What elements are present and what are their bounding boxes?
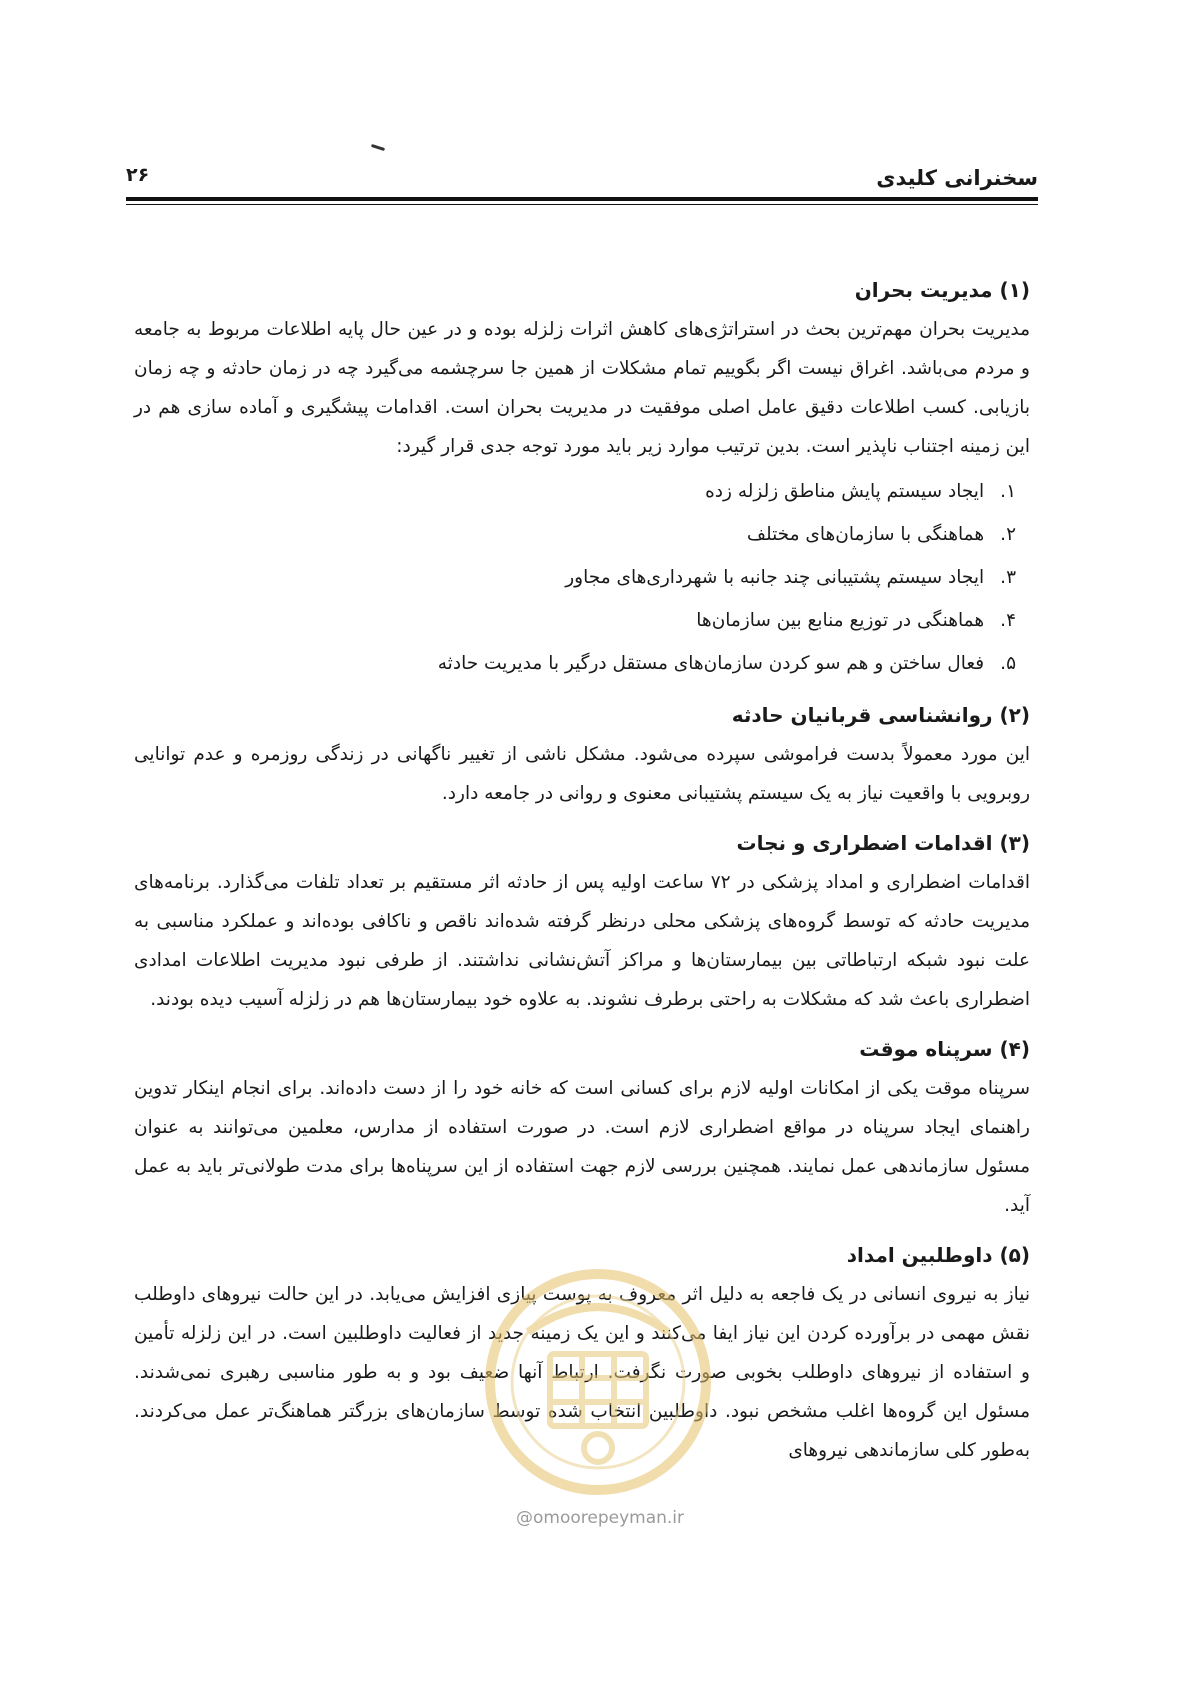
list-number: ۲. (1000, 524, 1016, 545)
list-item (134, 513, 1016, 556)
section-title: (۵) داوطلبین امداد (846, 1243, 1030, 1267)
list-text: ایجاد سیستم پایش مناطق زلزله زده (705, 481, 985, 502)
list-item (134, 470, 1016, 513)
list-text: فعال ساختن و هم سو کردن سازمان‌های مستقل درگیر با مدیریت حادثه (437, 653, 985, 674)
section-temporary-shelter (134, 1029, 1030, 1225)
section-title: (۱) مدیریت بحران (854, 278, 1030, 302)
list-number: ۱. (1000, 481, 1016, 502)
body-content (134, 270, 1030, 1474)
scan-speck (371, 144, 385, 151)
section-title: (۴) سرپناه موقت (859, 1037, 1030, 1061)
list-number: ۳. (1000, 567, 1016, 588)
header-rule-thick (126, 197, 1038, 201)
section-paragraph: سرپناه موقت یکی از امکانات اولیه لازم برای کسانی است که خانه خود را از دست داده‌اند. برای انجام اینکار تدوین راهنمای ایجاد سرپناه در مواقع اضطراری لازم است. در صورت استفاده از مدارس، معلمین می‌توانند به عنوان مسئول سازماندهی عمل نمایند. همچنین بررسی لازم جهت استفاده از این سرپناه‌ها برای مدت طولانی‌تر باید به عمل آید. (134, 1078, 1030, 1216)
section-title: (۳) اقدامات اضطراری و نجات (736, 831, 1030, 855)
watermark-caption: @omoorepeyman.ir (515, 1508, 685, 1528)
header-rule-thin (126, 204, 1038, 205)
list-text: هماهنگی در توزیع منابع بین سازمان‌ها (696, 610, 985, 631)
page-number: ۲۶ (126, 164, 150, 186)
section-paragraph: این مورد معمولاً بدست فراموشی سپرده می‌شود. مشکل ناشی از تغییر ناگهانی در زندگی روزمره و عدم توانایی روبرویی با واقعیت نیاز به یک سیستم پشتیبانی معنوی و روانی در جامعه دارد. (134, 744, 1030, 804)
list-number: ۵. (1000, 653, 1016, 674)
section-paragraph: نیاز به نیروی انسانی در یک فاجعه به دلیل اثر معروف به پوست پیازی افزایش می‌یابد. در این حالت نیروهای داوطلب نقش مهمی در برآورده کردن این نیاز ایفا می‌کنند و این یک زمینه جدید از فعالیت داوطلبین است. در این زلزله تأمین و استفاده از نیروهای داوطلب بخوبی صورت نگرفت. ارتباط آنها ضعیف بود و به طور مناسبی رهبری نمی‌شدند. مسئول این گروه‌ها اغلب مشخص نبود. داوطلبین انتخاب شده توسط سازمان‌های بزرگتر هماهنگ‌تر عمل می‌کردند. به‌طور کلی سازماندهی نیروهای (134, 1284, 1030, 1461)
section-volunteers (134, 1235, 1030, 1470)
numbered-list (134, 470, 1030, 685)
list-text: ایجاد سیستم پشتیبانی چند جانبه با شهرداری‌های مجاور (565, 567, 985, 588)
section-victim-psychology (134, 695, 1030, 813)
section-title: (۲) روانشناسی قربانیان حادثه (731, 703, 1030, 727)
list-item (134, 556, 1016, 599)
section-crisis-management (134, 270, 1030, 685)
section-emergency-rescue (134, 823, 1030, 1019)
list-item (134, 642, 1016, 685)
list-number: ۴. (1000, 610, 1016, 631)
list-item (134, 599, 1016, 642)
section-paragraph: اقدامات اضطراری و امداد پزشکی در ۷۲ ساعت اولیه پس از حادثه اثر مستقیم بر تعداد تلفات می‌گذارد. برنامه‌های مدیریت حادثه که توسط گروه‌های پزشکی محلی درنظر گرفته شده‌اند ناقص و ناکافی بوده‌اند و عملکرد مناسبی به علت نبود شبکه ارتباطاتی بین بیمارستان‌ها و مراکز آتش‌نشانی نداشتند. از طرفی نبود مدیریت اطلاعات امدادی اضطراری باعث شد که مشکلات به راحتی برطرف نشوند. به علاوه خود بیمارستان‌ها هم در زلزله آسیب دیده بودند. (134, 872, 1031, 1010)
running-title: سخنرانی کلیدی (876, 166, 1038, 190)
section-paragraph: مدیریت بحران مهم‌ترین بحث در استراتژی‌های کاهش اثرات زلزله بوده و در عین حال پایه اطلاعات مربوط به جامعه و مردم می‌باشد. اغراق نیست اگر بگوییم تمام مشکلات از همین جا سرچشمه می‌گیرد چه در زمان حادثه و چه زمان بازیابی. کسب اطلاعات دقیق عامل اصلی موفقیت در مدیریت بحران است. اقدامات پیشگیری و آماده سازی هم در این زمینه اجتناب ناپذیر است. بدین ترتیب موارد زیر باید مورد توجه جدی قرار گیرد: (134, 319, 1030, 457)
list-text: هماهنگی با سازمان‌های مختلف (746, 524, 985, 545)
